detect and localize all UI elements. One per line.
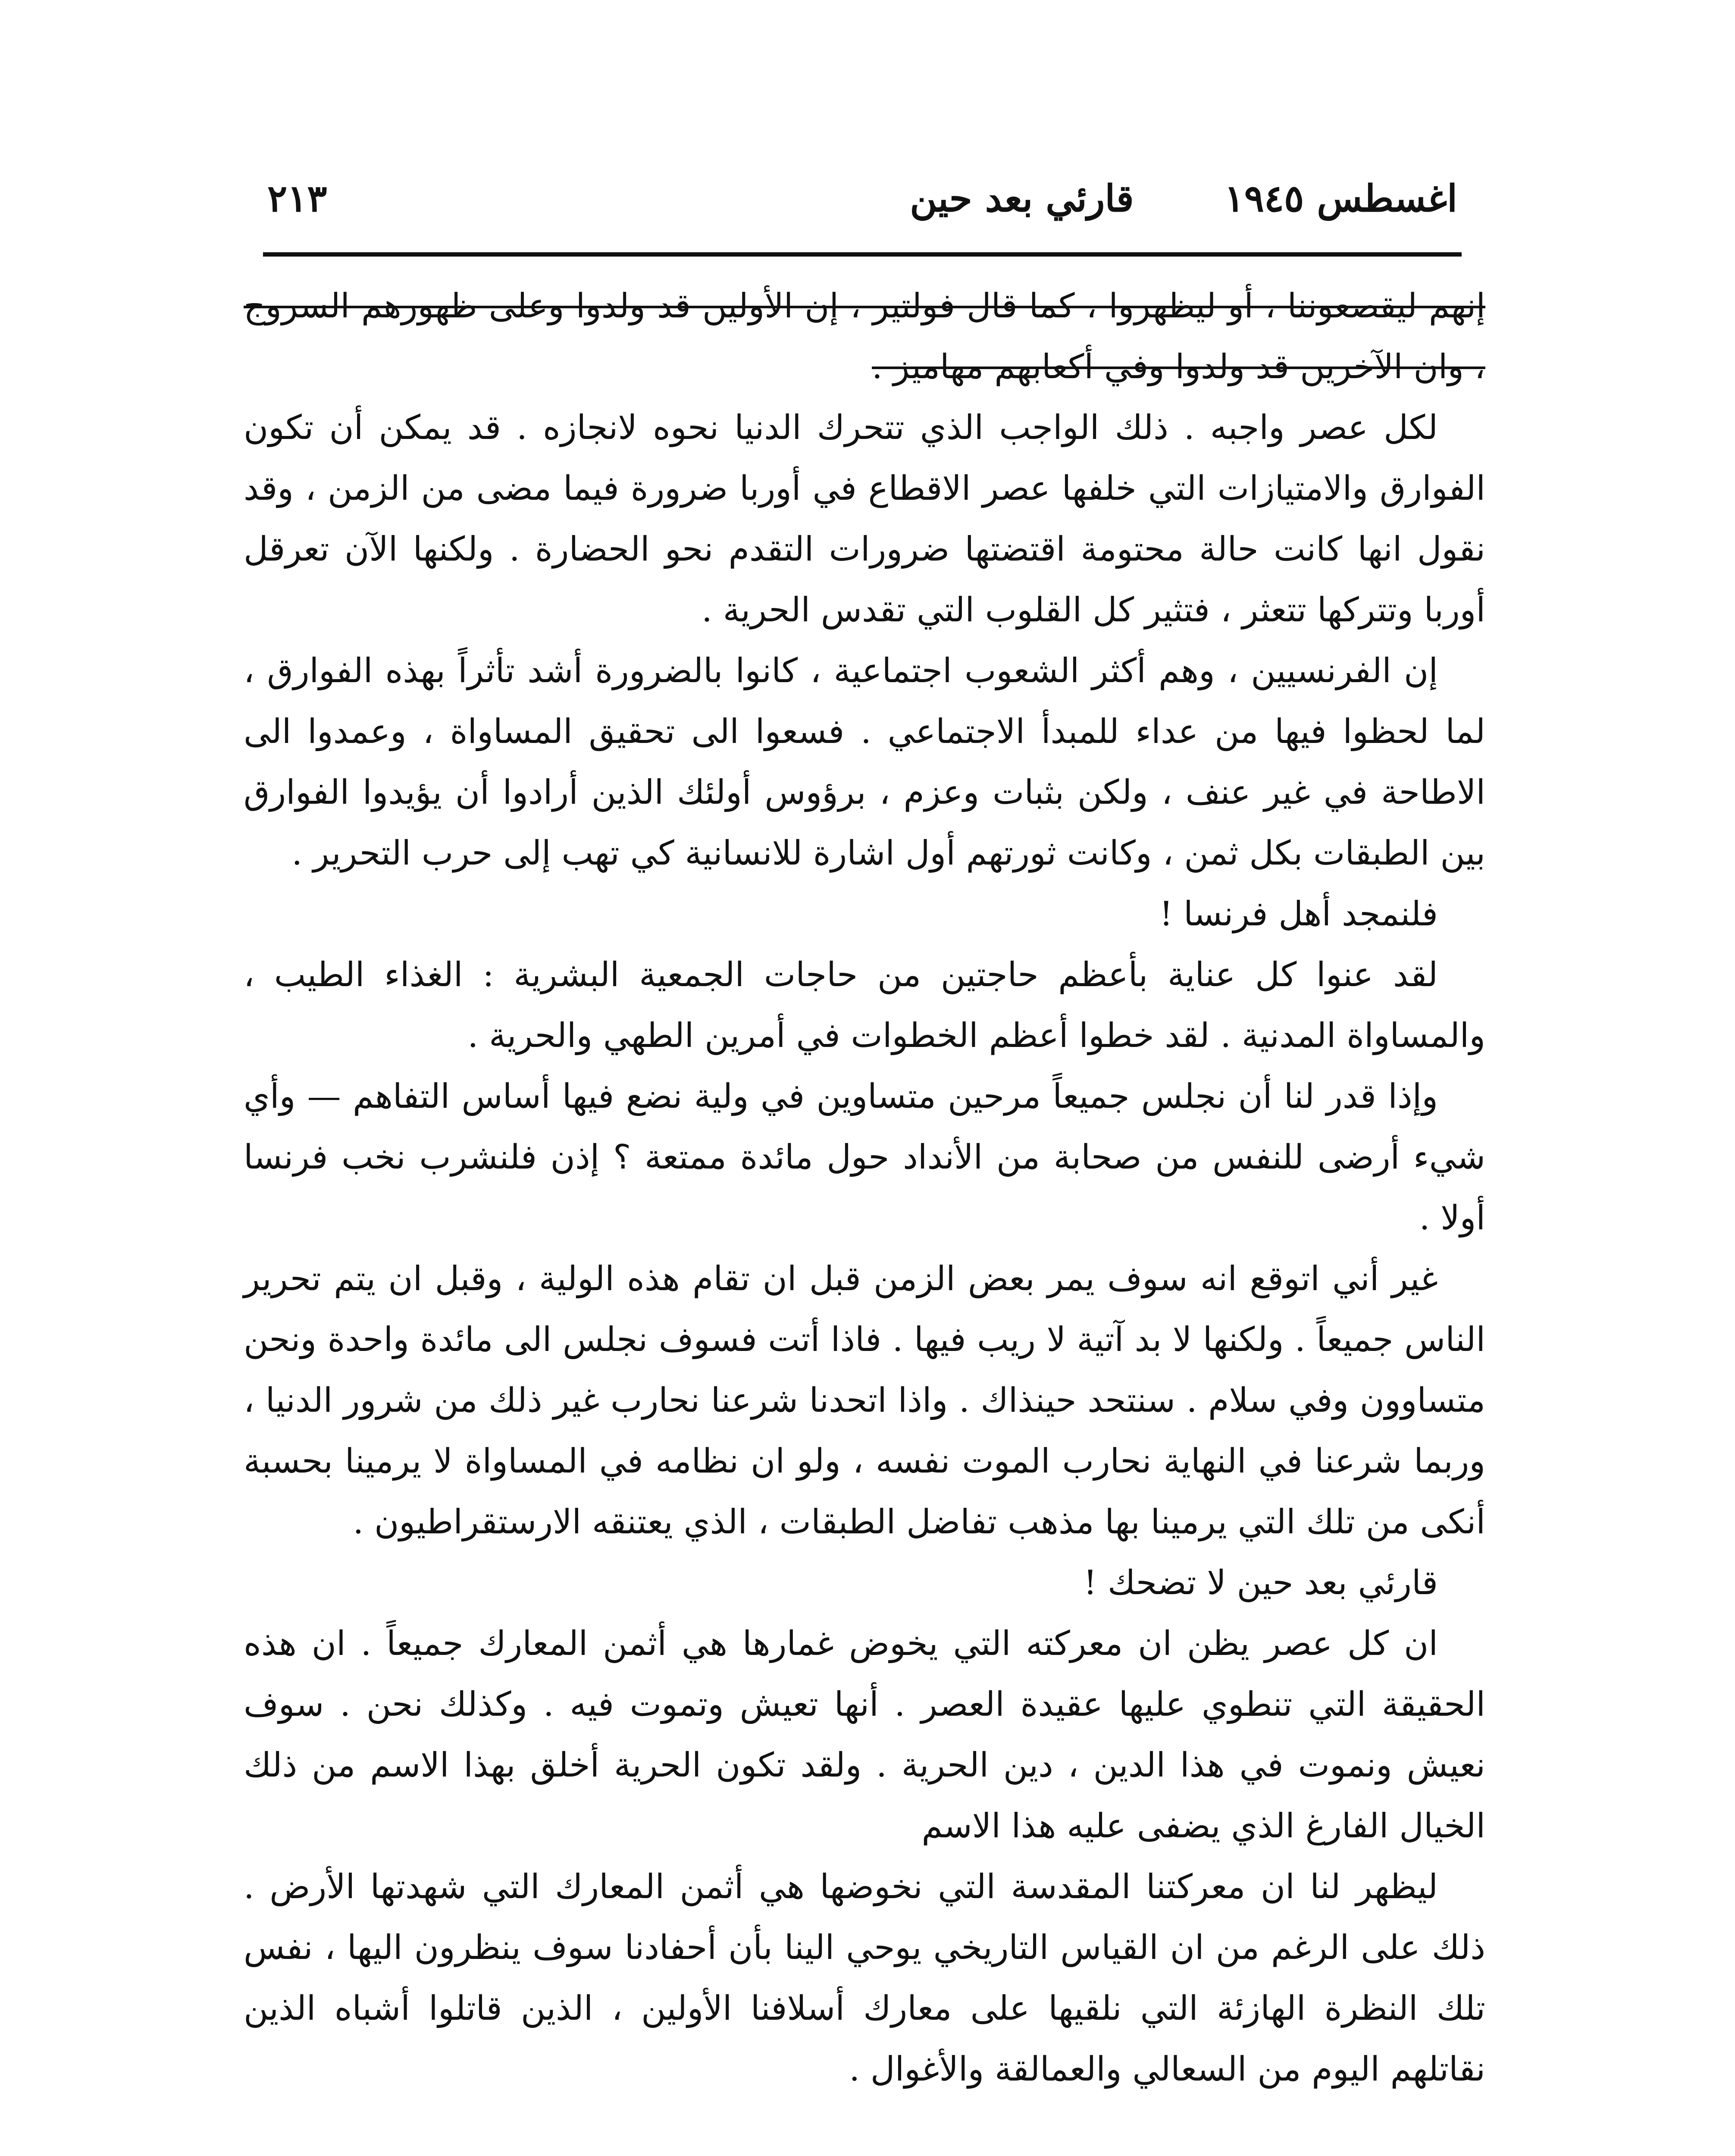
running-title-text: قارئي بعد حين	[910, 177, 1134, 220]
issue-date: اغسطس ١٩٤٥	[1224, 177, 1457, 220]
page-number: ٢١٣	[267, 177, 327, 220]
article-body	[244, 276, 1485, 2156]
header-rule	[263, 252, 1462, 257]
paragraph-9: ان كل عصر يظن ان معركته التي يخوض غمارها هي أثمن المعارك جميعاً . ان هذه الحقيقة التي تنطوي عليها عقيدة العصر . أنها تعيش وتموت فيه . وكذلك نحن . سوف نعيش ونموت في هذا الدين ، دين الحرية . ولقد تكون الحرية أخلق بهذا الاسم من ذلك الخيال الفارغ الذي يضفى عليه هذا الاسم	[244, 1624, 1485, 1846]
paragraph-6: وإذا قدر لنا أن نجلس جميعاً مرحين متساوين في ولية نضع فيها أساس التفاهم — وأي شيء أرضى للنفس من صحابة من الأنداد حول مائدة ممتعة ؟ إذن فلنشرب نخب فرنسا أولا .	[244, 1077, 1485, 1238]
paragraph-10: ليظهر لنا ان معركتنا المقدسة التي نخوضها هي أثمن المعارك التي شهدتها الأرض . ذلك على الرغم من ان القياس التاريخي يوحي الينا بأن أحفادنا سوف ينظرون اليها ، نفس تلك النظرة الهازئة التي نلقيها على معارك أسلافنا الأولين ، الذين قاتلوا أشباه الذين نقاتلهم اليوم من السعالي والعمالقة والأغوال .	[244, 1868, 1485, 2089]
paragraph-2: لكل عصر واجبه . ذلك الواجب الذي تتحرك الدنيا نحوه لانجازه . قد يمكن أن تكون الفوارق والامتيازات التي خلفها عصر الاقطاع في أوربا ضرورة فيما مضى من الزمن ، وقد نقول انها كانت حالة محتومة اقتضتها ضرورات التقدم نحو الحضارة . ولكنها الآن تعرقل أوربا وتتركها تتعثر ، فتثير كل القلوب التي تقدس الحرية .	[244, 408, 1485, 630]
paragraph-3: إن الفرنسيين ، وهم أكثر الشعوب اجتماعية ، كانوا بالضرورة أشد تأثراً بهذه الفوارق ، لما لحظوا فيها من عداء للمبدأ الاجتماعي . فسعوا الى تحقيق المساواة ، وعمدوا الى الاطاحة في غير عنف ، ولكن بثبات وعزم ، برؤوس أولئك الذين أرادوا أن يؤيدوا الفوارق بين الطبقات بكل ثمن ، وكانت ثورتهم أول اشارة للانسانية كي تهب إلى حرب التحرير .	[244, 652, 1485, 873]
paragraph-8: قارئي بعد حين لا تضحك !	[1083, 1564, 1438, 1602]
paragraph-4: فلنمجد أهل فرنسا !	[1159, 895, 1438, 934]
paragraph-7: غير أني اتوقع انه سوف يمر بعض الزمن قبل ان تقام هذه الولية ، وقبل ان يتم تحرير الناس جميعاً . ولكنها لا بد آتية لا ريب فيها . فاذا أتت فسوف نجلس الى مائدة واحدة ونحن متساوون وفي سلام . سنتحد حينذاك . واذا اتحدنا شرعنا نحارب غير ذلك من شرور الدنيا ، وربما شرعنا في النهاية نحارب الموت نفسه ، ولو ان نظامه في المساواة لا يرمينا بحسبة أنكى من تلك التي يرمينا بها مذهب تفاضل الطبقات ، الذي يعتنقه الارستقراطيون .	[244, 1260, 1485, 1542]
paragraph-5: لقد عنوا كل عناية بأعظم حاجتين من حاجات الجمعية البشرية : الغذاء الطيب ، والمساواة المدنية . لقد خطوا أعظم الخطوات في أمرين الطهي والحرية .	[244, 956, 1485, 1055]
paragraph-1: إنهم ليقصعوننا ، أو ليظهروا ، كما قال فولتير ، إن الأولين قد ولدوا وعلى ظهورهم السروج ، وان الآخرين قد ولدوا وفي أكعابهم مهاميز .	[244, 287, 1485, 386]
page-header	[267, 177, 1457, 229]
